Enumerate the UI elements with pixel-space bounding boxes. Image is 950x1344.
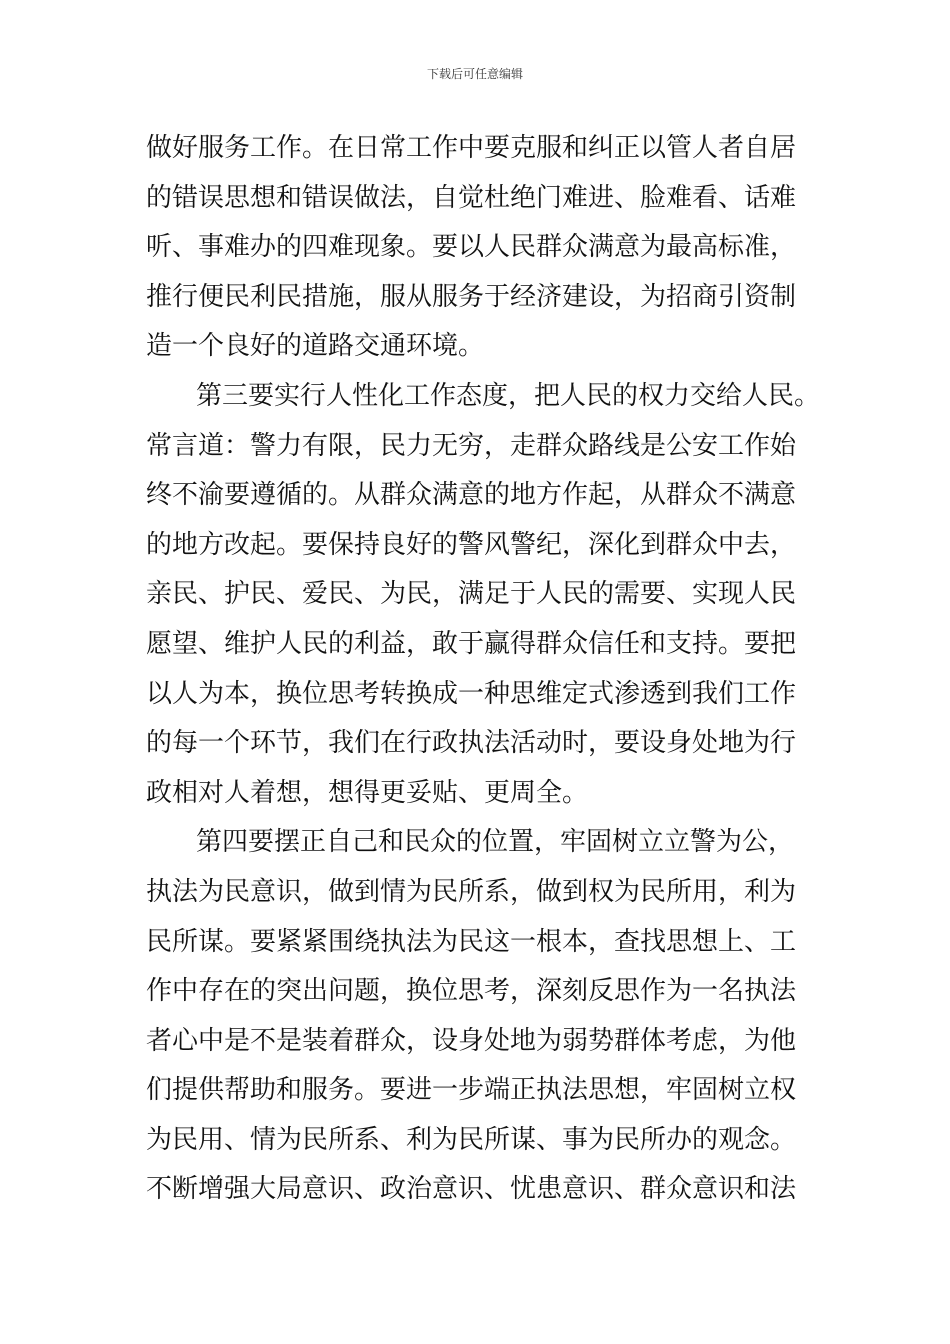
text-line-22: 不断增强大局意识、政治意识、忧患意识、群众意识和法 [146,1174,797,1205]
text-line-14: 政相对人着想，想得更妥贴、更周全。 [146,777,589,808]
text-line-4: 推行便民利民措施，服从服务于经济建设，为招商引资制 [146,281,797,312]
text-line-10: 亲民、护民、爱民、为民，满足于人民的需要、实现人民 [146,579,797,610]
text-line-19: 者心中是不是装着群众，设身处地为弱势群体考虑，为他 [146,1025,797,1056]
text-line-6: 第三要实行人性化工作态度，把人民的权力交给人民。 [196,380,821,411]
text-line-1: 做好服务工作。在日常工作中要克服和纠正以管人者自居 [146,133,797,163]
text-line-5: 造一个良好的道路交通环境。 [146,331,485,362]
text-line-2: 的错误思想和错误做法，自觉杜绝门难进、脸难看、话难 [146,182,797,213]
text-line-21: 为民用、情为民所系、利为民所谋、事为民所办的观念。 [146,1124,797,1155]
body-text [146,124,821,1215]
text-line-8: 终不渝要遵循的。从群众满意的地方作起，从群众不满意 [146,480,797,511]
text-line-9: 的地方改起。要保持良好的警风警纪，深化到群众中去， [146,529,797,560]
header-note: 下载后可任意编辑 [426,67,523,81]
text-line-3: 听、事难办的四难现象。要以人民群众满意为最高标准， [146,232,797,263]
text-line-16: 执法为民意识，做到情为民所系，做到权为民所用，利为 [146,876,797,907]
text-line-11: 愿望、维护人民的利益，敢于赢得群众信任和支持。要把 [146,628,797,659]
text-line-12: 以人为本，换位思考转换成一种思维定式渗透到我们工作 [146,678,797,709]
text-line-13: 的每一个环节，我们在行政执法活动时，要设身处地为行 [146,728,797,759]
text-line-7: 常言道：警力有限，民力无穷，走群众路线是公安工作始 [146,430,797,461]
text-line-20: 们提供帮助和服务。要进一步端正执法思想，牢固树立权 [146,1075,797,1106]
text-line-15: 第四要摆正自己和民众的位置，牢固树立立警为公， [196,827,795,858]
text-line-18: 作中存在的突出问题，换位思考，深刻反思作为一名执法 [146,976,797,1007]
text-line-17: 民所谋。要紧紧围绕执法为民这一根本，查找思想上、工 [146,926,797,957]
